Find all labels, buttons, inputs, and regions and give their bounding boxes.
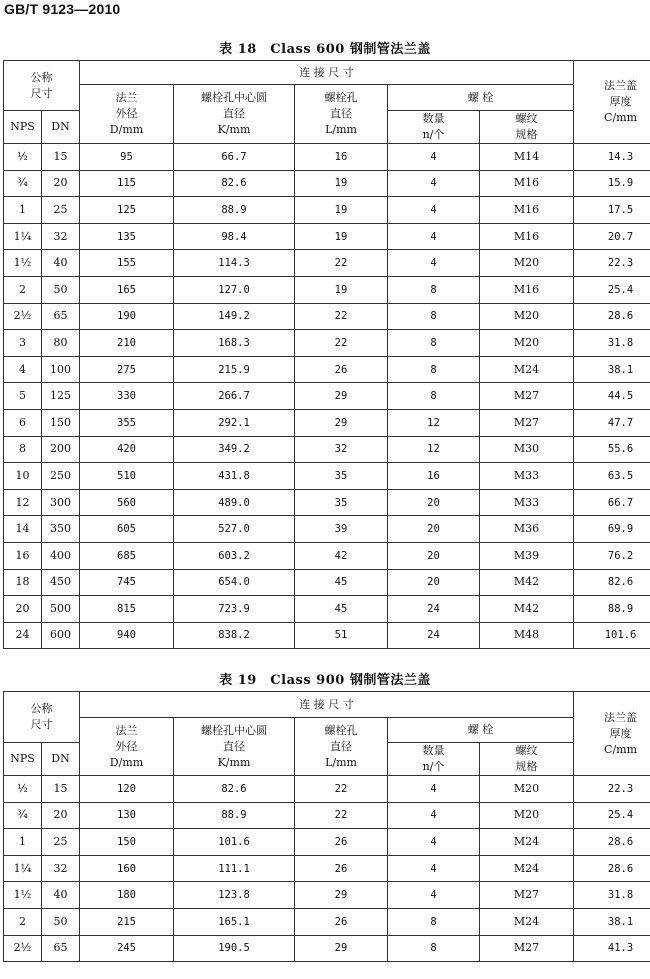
cell-nps: 5 — [4, 383, 42, 410]
cell-dn: 25 — [42, 197, 80, 224]
cell-dn: 50 — [42, 908, 80, 935]
cell-thread-spec: M42 — [480, 596, 574, 623]
table-18 — [3, 60, 650, 649]
cell-bolt-circle: 292.1 — [174, 409, 295, 436]
cell-dn: 40 — [42, 250, 80, 277]
cell-bolt-circle: 82.6 — [174, 776, 295, 803]
cell-thread-spec: M24 — [480, 829, 574, 856]
cell-bolt-hole: 16 — [295, 144, 388, 171]
header-cover-thickness: 法兰盖 厚度 C/mm — [574, 692, 650, 776]
header-bolt: 螺 栓 — [388, 85, 574, 111]
header-bolt-circle: 螺栓孔中心圆 直径 K/mm — [174, 718, 295, 776]
table-row — [4, 489, 650, 516]
cell-cover-thickness: 25.4 — [574, 276, 650, 303]
cell-thread-spec: M14 — [480, 144, 574, 171]
cell-bolt-hole: 19 — [295, 197, 388, 224]
cell-dn: 250 — [42, 463, 80, 490]
cell-flange-od: 685 — [80, 542, 174, 569]
cell-flange-od: 330 — [80, 383, 174, 410]
cell-dn: 600 — [42, 622, 80, 649]
cell-thread-spec: M20 — [480, 802, 574, 829]
table-row — [4, 463, 650, 490]
cell-flange-od: 115 — [80, 170, 174, 197]
cell-nps: 20 — [4, 596, 42, 623]
cell-thread-spec: M48 — [480, 622, 574, 649]
cell-cover-thickness: 38.1 — [574, 908, 650, 935]
cell-bolt-qty: 24 — [388, 622, 480, 649]
header-nps: NPS — [4, 111, 42, 144]
cell-nps: 10 — [4, 463, 42, 490]
cell-bolt-qty: 20 — [388, 542, 480, 569]
cell-thread-spec: M20 — [480, 250, 574, 277]
cell-bolt-qty: 16 — [388, 463, 480, 490]
cell-bolt-circle: 98.4 — [174, 223, 295, 250]
cell-dn: 500 — [42, 596, 80, 623]
cell-bolt-circle: 431.8 — [174, 463, 295, 490]
cell-bolt-qty: 8 — [388, 356, 480, 383]
cell-flange-od: 180 — [80, 882, 174, 909]
cell-dn: 200 — [42, 436, 80, 463]
cell-thread-spec: M24 — [480, 908, 574, 935]
cell-bolt-qty: 4 — [388, 802, 480, 829]
table-row — [4, 908, 650, 935]
table-row — [4, 542, 650, 569]
cell-bolt-qty: 8 — [388, 330, 480, 357]
cell-bolt-qty: 4 — [388, 223, 480, 250]
cell-bolt-circle: 127.0 — [174, 276, 295, 303]
cell-bolt-qty: 4 — [388, 250, 480, 277]
cell-bolt-hole: 26 — [295, 908, 388, 935]
cell-nps: 2½ — [4, 303, 42, 330]
table-row — [4, 197, 650, 224]
cell-bolt-hole: 19 — [295, 223, 388, 250]
cell-bolt-circle: 88.9 — [174, 197, 295, 224]
cell-thread-spec: M16 — [480, 223, 574, 250]
header-flange-od: 法兰 外径 D/mm — [80, 718, 174, 776]
cell-flange-od: 165 — [80, 276, 174, 303]
cell-nps: 4 — [4, 356, 42, 383]
cell-cover-thickness: 63.5 — [574, 463, 650, 490]
cell-cover-thickness: 47.7 — [574, 409, 650, 436]
cell-flange-od: 510 — [80, 463, 174, 490]
standard-code: GB/T 9123—2010 — [4, 1, 121, 17]
table-row — [4, 170, 650, 197]
cell-bolt-circle: 82.6 — [174, 170, 295, 197]
cell-thread-spec: M33 — [480, 463, 574, 490]
table-18-caption: 表 18 Class 600 钢制管法兰盖 — [219, 42, 431, 57]
cell-dn: 25 — [42, 829, 80, 856]
header-bolt-circle: 螺栓孔中心圆 直径 K/mm — [174, 85, 295, 144]
cell-bolt-circle: 123.8 — [174, 882, 295, 909]
cell-cover-thickness: 76.2 — [574, 542, 650, 569]
cell-bolt-qty: 8 — [388, 935, 480, 962]
cell-dn: 15 — [42, 144, 80, 171]
cell-flange-od: 420 — [80, 436, 174, 463]
cell-cover-thickness: 14.3 — [574, 144, 650, 171]
table-row — [4, 935, 650, 962]
table-row — [4, 303, 650, 330]
cell-nps: 14 — [4, 516, 42, 543]
cell-bolt-circle: 88.9 — [174, 802, 295, 829]
cell-bolt-qty: 20 — [388, 569, 480, 596]
cell-nps: ½ — [4, 144, 42, 171]
cell-cover-thickness: 15.9 — [574, 170, 650, 197]
cell-cover-thickness: 28.6 — [574, 303, 650, 330]
cell-cover-thickness: 44.5 — [574, 383, 650, 410]
cell-bolt-qty: 4 — [388, 170, 480, 197]
cell-cover-thickness: 22.3 — [574, 776, 650, 803]
cell-nps: 3 — [4, 330, 42, 357]
cell-dn: 20 — [42, 802, 80, 829]
cell-dn: 20 — [42, 170, 80, 197]
cell-dn: 100 — [42, 356, 80, 383]
cell-thread-spec: M24 — [480, 356, 574, 383]
cell-nps: 16 — [4, 542, 42, 569]
cell-bolt-circle: 489.0 — [174, 489, 295, 516]
cell-nps: 1 — [4, 197, 42, 224]
table-row — [4, 882, 650, 909]
cell-cover-thickness: 88.9 — [574, 596, 650, 623]
cell-bolt-hole: 22 — [295, 330, 388, 357]
cell-bolt-qty: 12 — [388, 409, 480, 436]
table-row — [4, 250, 650, 277]
table-19-caption: 表 19 Class 900 钢制管法兰盖 — [219, 673, 431, 688]
cell-dn: 65 — [42, 303, 80, 330]
cell-bolt-qty: 24 — [388, 596, 480, 623]
cell-bolt-hole: 19 — [295, 170, 388, 197]
cell-flange-od: 245 — [80, 935, 174, 962]
cell-bolt-circle: 266.7 — [174, 383, 295, 410]
cell-bolt-qty: 4 — [388, 144, 480, 171]
cell-thread-spec: M36 — [480, 516, 574, 543]
cell-bolt-qty: 8 — [388, 303, 480, 330]
cell-thread-spec: M27 — [480, 409, 574, 436]
cell-flange-od: 95 — [80, 144, 174, 171]
cell-dn: 400 — [42, 542, 80, 569]
cell-flange-od: 745 — [80, 569, 174, 596]
cell-bolt-qty: 4 — [388, 197, 480, 224]
cell-thread-spec: M27 — [480, 383, 574, 410]
table-row — [4, 622, 650, 649]
cell-nps: 12 — [4, 489, 42, 516]
cell-bolt-circle: 527.0 — [174, 516, 295, 543]
cell-cover-thickness: 69.9 — [574, 516, 650, 543]
table-row — [4, 409, 650, 436]
cell-cover-thickness: 25.4 — [574, 802, 650, 829]
header-nominal-size: 公称 尺寸 — [4, 61, 80, 111]
cell-cover-thickness: 41.3 — [574, 935, 650, 962]
cell-thread-spec: M33 — [480, 489, 574, 516]
table-row — [4, 855, 650, 882]
cell-bolt-hole: 19 — [295, 276, 388, 303]
cell-bolt-circle: 190.5 — [174, 935, 295, 962]
header-bolt-qty: 数量 n/个 — [388, 111, 480, 144]
cell-thread-spec: M24 — [480, 855, 574, 882]
cell-flange-od: 120 — [80, 776, 174, 803]
cell-bolt-qty: 4 — [388, 776, 480, 803]
cell-flange-od: 560 — [80, 489, 174, 516]
cell-bolt-circle: 111.1 — [174, 855, 295, 882]
cell-bolt-hole: 32 — [295, 436, 388, 463]
cell-thread-spec: M27 — [480, 935, 574, 962]
cell-flange-od: 125 — [80, 197, 174, 224]
cell-bolt-circle: 165.1 — [174, 908, 295, 935]
table-row — [4, 330, 650, 357]
header-connection-dims: 连 接 尺 寸 — [80, 692, 574, 718]
table-row — [4, 802, 650, 829]
cell-bolt-hole: 29 — [295, 383, 388, 410]
cell-dn: 125 — [42, 383, 80, 410]
cell-nps: 18 — [4, 569, 42, 596]
cell-bolt-hole: 51 — [295, 622, 388, 649]
table-row — [4, 596, 650, 623]
cell-thread-spec: M16 — [480, 276, 574, 303]
cell-bolt-hole: 42 — [295, 542, 388, 569]
cell-nps: 6 — [4, 409, 42, 436]
cell-flange-od: 160 — [80, 855, 174, 882]
cell-thread-spec: M20 — [480, 776, 574, 803]
cell-bolt-qty: 4 — [388, 882, 480, 909]
cell-cover-thickness: 22.3 — [574, 250, 650, 277]
cell-nps: ¾ — [4, 802, 42, 829]
cell-bolt-circle: 149.2 — [174, 303, 295, 330]
cell-dn: 40 — [42, 882, 80, 909]
cell-bolt-qty: 8 — [388, 276, 480, 303]
header-bolt: 螺 栓 — [388, 718, 574, 743]
cell-bolt-circle: 66.7 — [174, 144, 295, 171]
cell-bolt-qty: 12 — [388, 436, 480, 463]
cell-flange-od: 155 — [80, 250, 174, 277]
cell-thread-spec: M20 — [480, 330, 574, 357]
cell-nps: 1½ — [4, 250, 42, 277]
cell-thread-spec: M16 — [480, 170, 574, 197]
cell-flange-od: 605 — [80, 516, 174, 543]
cell-cover-thickness: 20.7 — [574, 223, 650, 250]
cell-nps: 1¼ — [4, 223, 42, 250]
cell-flange-od: 215 — [80, 908, 174, 935]
cell-bolt-hole: 22 — [295, 303, 388, 330]
table-row — [4, 776, 650, 803]
cell-flange-od: 130 — [80, 802, 174, 829]
cell-bolt-hole: 22 — [295, 776, 388, 803]
cell-flange-od: 210 — [80, 330, 174, 357]
table-row — [4, 516, 650, 543]
cell-dn: 15 — [42, 776, 80, 803]
table-row — [4, 569, 650, 596]
header-nps: NPS — [4, 743, 42, 776]
cell-thread-spec: M16 — [480, 197, 574, 224]
cell-thread-spec: M39 — [480, 542, 574, 569]
cell-flange-od: 355 — [80, 409, 174, 436]
cell-bolt-circle: 101.6 — [174, 829, 295, 856]
cell-nps: ¾ — [4, 170, 42, 197]
cell-dn: 65 — [42, 935, 80, 962]
cell-bolt-circle: 114.3 — [174, 250, 295, 277]
cell-bolt-circle: 603.2 — [174, 542, 295, 569]
header-dn: DN — [42, 743, 80, 776]
cell-bolt-qty: 20 — [388, 516, 480, 543]
cell-flange-od: 275 — [80, 356, 174, 383]
table-row — [4, 356, 650, 383]
cell-bolt-hole: 26 — [295, 829, 388, 856]
table-row — [4, 436, 650, 463]
header-flange-od: 法兰 外径 D/mm — [80, 85, 174, 144]
cell-bolt-hole: 22 — [295, 802, 388, 829]
cell-thread-spec: M42 — [480, 569, 574, 596]
cell-cover-thickness: 31.8 — [574, 882, 650, 909]
header-bolt-hole: 螺栓孔 直径 L/mm — [295, 718, 388, 776]
cell-dn: 32 — [42, 855, 80, 882]
cell-bolt-circle: 654.0 — [174, 569, 295, 596]
cell-bolt-hole: 26 — [295, 356, 388, 383]
cell-cover-thickness: 55.6 — [574, 436, 650, 463]
cell-bolt-circle: 838.2 — [174, 622, 295, 649]
cell-flange-od: 190 — [80, 303, 174, 330]
cell-nps: 8 — [4, 436, 42, 463]
cell-nps: 1½ — [4, 882, 42, 909]
header-cover-thickness: 法兰盖 厚度 C/mm — [574, 61, 650, 144]
cell-bolt-hole: 29 — [295, 882, 388, 909]
cell-dn: 350 — [42, 516, 80, 543]
cell-nps: 1 — [4, 829, 42, 856]
header-connection-dims: 连 接 尺 寸 — [80, 61, 574, 85]
cell-dn: 32 — [42, 223, 80, 250]
header-thread-spec: 螺纹 规格 — [480, 111, 574, 144]
cell-nps: 2 — [4, 276, 42, 303]
cell-bolt-qty: 20 — [388, 489, 480, 516]
cell-cover-thickness: 66.7 — [574, 489, 650, 516]
cell-nps: ½ — [4, 776, 42, 803]
cell-thread-spec: M27 — [480, 882, 574, 909]
cell-bolt-hole: 35 — [295, 463, 388, 490]
cell-thread-spec: M20 — [480, 303, 574, 330]
cell-cover-thickness: 28.6 — [574, 829, 650, 856]
cell-bolt-qty: 4 — [388, 829, 480, 856]
cell-dn: 300 — [42, 489, 80, 516]
cell-dn: 150 — [42, 409, 80, 436]
cell-nps: 1¼ — [4, 855, 42, 882]
cell-bolt-qty: 4 — [388, 855, 480, 882]
cell-bolt-qty: 8 — [388, 383, 480, 410]
table-row — [4, 383, 650, 410]
cell-cover-thickness: 101.6 — [574, 622, 650, 649]
cell-bolt-hole: 39 — [295, 516, 388, 543]
cell-dn: 450 — [42, 569, 80, 596]
header-bolt-hole: 螺栓孔 直径 L/mm — [295, 85, 388, 144]
header-dn: DN — [42, 111, 80, 144]
cell-flange-od: 815 — [80, 596, 174, 623]
cell-bolt-qty: 8 — [388, 908, 480, 935]
cell-cover-thickness: 38.1 — [574, 356, 650, 383]
table-18-body — [4, 144, 650, 649]
table-19 — [3, 691, 650, 962]
cell-flange-od: 940 — [80, 622, 174, 649]
cell-bolt-circle: 215.9 — [174, 356, 295, 383]
header-bolt-qty: 数量 n/个 — [388, 743, 480, 776]
table-row — [4, 276, 650, 303]
cell-nps: 24 — [4, 622, 42, 649]
cell-bolt-hole: 26 — [295, 855, 388, 882]
cell-thread-spec: M30 — [480, 436, 574, 463]
cell-bolt-hole: 29 — [295, 409, 388, 436]
cell-flange-od: 135 — [80, 223, 174, 250]
cell-dn: 50 — [42, 276, 80, 303]
table-19-body — [4, 776, 650, 962]
table-row — [4, 829, 650, 856]
cell-nps: 2½ — [4, 935, 42, 962]
cell-cover-thickness: 82.6 — [574, 569, 650, 596]
cell-bolt-circle: 349.2 — [174, 436, 295, 463]
table-row — [4, 223, 650, 250]
cell-bolt-hole: 35 — [295, 489, 388, 516]
cell-bolt-hole: 22 — [295, 250, 388, 277]
cell-flange-od: 150 — [80, 829, 174, 856]
cell-nps: 2 — [4, 908, 42, 935]
cell-cover-thickness: 28.6 — [574, 855, 650, 882]
cell-bolt-circle: 723.9 — [174, 596, 295, 623]
cell-bolt-hole: 45 — [295, 569, 388, 596]
cell-bolt-hole: 45 — [295, 596, 388, 623]
header-nominal-size: 公称 尺寸 — [4, 692, 80, 743]
table-row — [4, 144, 650, 171]
cell-dn: 80 — [42, 330, 80, 357]
cell-bolt-hole: 29 — [295, 935, 388, 962]
cell-cover-thickness: 31.8 — [574, 330, 650, 357]
header-thread-spec: 螺纹 规格 — [480, 743, 574, 776]
cell-bolt-circle: 168.3 — [174, 330, 295, 357]
cell-cover-thickness: 17.5 — [574, 197, 650, 224]
